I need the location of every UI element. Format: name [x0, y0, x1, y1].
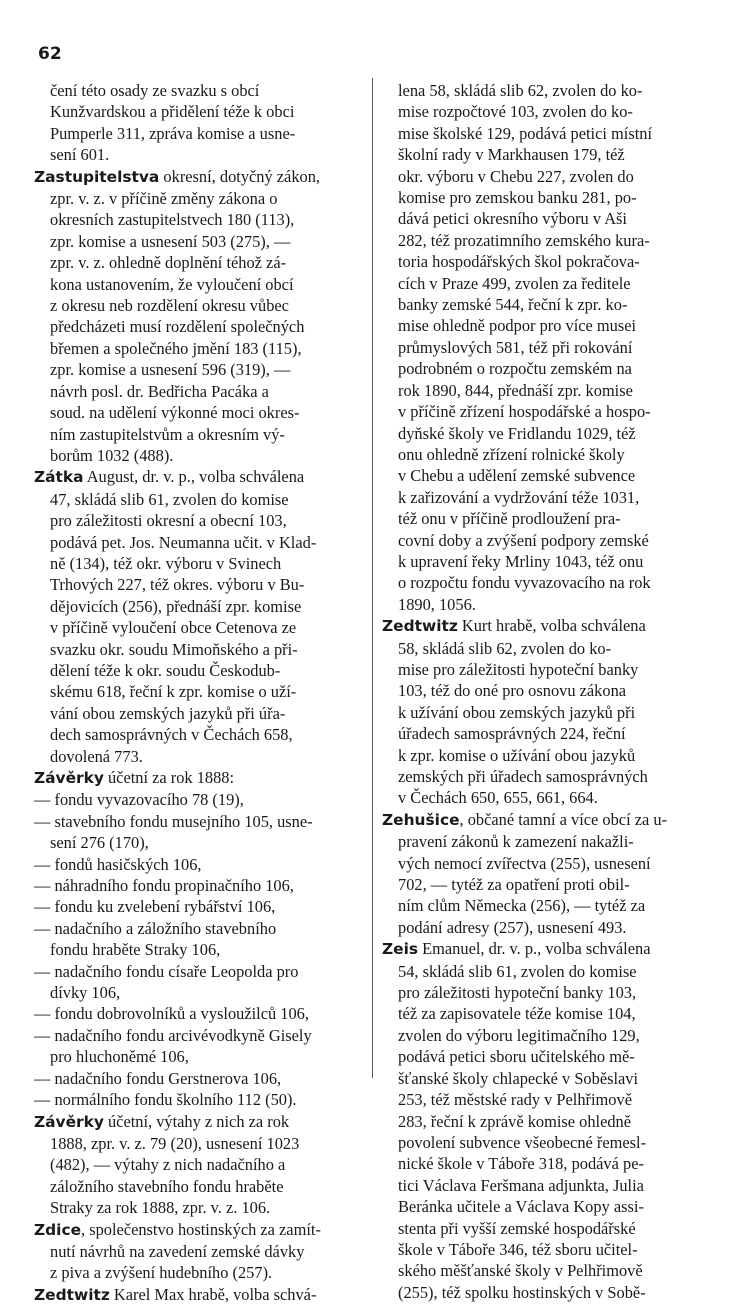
- entry-text: — nadačního fondu arcivévodkyně Gisely: [34, 1025, 312, 1045]
- index-line: [34, 101, 374, 122]
- index-line: [34, 918, 374, 939]
- index-line: [382, 465, 712, 486]
- entry-text: zpr. v. z. v příčině změny zákona o: [50, 189, 278, 209]
- index-line: [382, 294, 712, 315]
- entry-text: břemen a společného jmění 183 (115),: [50, 338, 302, 358]
- index-line: [382, 874, 712, 895]
- index-line: [382, 917, 712, 938]
- entry-text: mise ohledně podpor pro více musei: [398, 316, 637, 336]
- entry-text: Kunžvardskou a přidělení téže k obci: [50, 102, 295, 122]
- index-line: [34, 596, 374, 617]
- entry-text: zpr. v. z. ohledně doplnění téhož zá-: [50, 253, 287, 273]
- entry-text: podává petici sboru učitelského mě-: [398, 1047, 635, 1067]
- entry-text: — stavebního fondu musejního 105, usne-: [34, 811, 313, 831]
- entry-text: podání adresy (257), usnesení 493.: [398, 917, 627, 937]
- index-line: [382, 809, 712, 831]
- entry-text: — nadačního a záložního stavebního: [34, 918, 277, 938]
- index-line: [382, 723, 712, 744]
- entry-text: — fondu vyvazovacího 78 (19),: [34, 790, 244, 810]
- index-line: [382, 1132, 712, 1153]
- index-line: [34, 424, 374, 445]
- index-line: [382, 144, 712, 165]
- index-line: [34, 274, 374, 295]
- entry-text: podává pet. Jos. Neumanna učit. v Klad-: [50, 532, 317, 552]
- index-line: [34, 402, 374, 423]
- index-line: [34, 703, 374, 724]
- index-line: [382, 1260, 712, 1281]
- entry-text: též onu v příčině prodloužení pra-: [398, 509, 621, 529]
- entry-text: 103, též do oné pro osnovu zákona: [398, 681, 627, 701]
- index-line: [34, 338, 374, 359]
- entry-text: pro záležitosti okresní a obecní 103,: [50, 511, 287, 531]
- index-line: [34, 466, 374, 488]
- entry-text: zpr. komise a usnesení 596 (319), —: [50, 360, 291, 380]
- index-line: [34, 1111, 374, 1133]
- entry-headword: Zdice: [34, 1220, 82, 1239]
- index-line: [34, 1197, 374, 1218]
- entry-text: okresních zastupitelstvech 180 (113),: [50, 210, 295, 230]
- entry-headword: Zedtwitz: [382, 617, 458, 636]
- entry-text: Beránka učitele a Václava Kopy assi-: [398, 1197, 644, 1217]
- entry-text: z piva a zvýšení hudebního (257).: [50, 1263, 273, 1283]
- index-line: [34, 832, 374, 853]
- index-line: [34, 767, 374, 789]
- index-line: [34, 1176, 374, 1197]
- entry-text: 54, skládá slib 61, zvolen do komise: [398, 961, 637, 981]
- index-line: [34, 1219, 374, 1241]
- entry-text: borům 1032 (488).: [50, 445, 174, 465]
- index-line: [34, 295, 374, 316]
- index-column-right: [382, 80, 712, 1303]
- index-line: [34, 724, 374, 745]
- index-line: [34, 1089, 374, 1110]
- index-line: [34, 961, 374, 982]
- entry-text: skému 618, řeční k zpr. komise o uží-: [50, 682, 297, 702]
- entry-text: banky zemské 544, řeční k zpr. ko-: [398, 295, 628, 315]
- index-line: [34, 681, 374, 702]
- index-line: [34, 532, 374, 553]
- entry-text: k upravení řeky Mrliny 1043, též onu: [398, 551, 644, 571]
- entry-text: školní rady v Markhausen 179, též: [398, 145, 625, 165]
- index-line: [382, 1218, 712, 1239]
- index-line: [34, 982, 374, 1003]
- index-line: [382, 1111, 712, 1132]
- entry-text: , společenstvo hostinských za zamít-: [81, 1219, 321, 1239]
- entry-text: průmyslových 581, též při rokování: [398, 337, 633, 357]
- index-line: [382, 166, 712, 187]
- index-line: [382, 938, 712, 960]
- entry-text: okr. výboru v Chebu 227, zvolen do: [398, 166, 634, 186]
- index-line: [34, 510, 374, 531]
- index-line: [382, 444, 712, 465]
- entry-text: — fondu ku zvelebení rybářství 106,: [34, 897, 276, 917]
- entry-text: o rozpočtu fondu vyvazovacího na rok: [398, 573, 651, 593]
- entry-text: 1888, zpr. v. z. 79 (20), usnesení 1023: [50, 1133, 300, 1153]
- entry-text: návrh posl. dr. Bedřicha Pacáka a: [50, 381, 269, 401]
- entry-text: ním zastupitelstvům a okresním vý-: [50, 424, 285, 444]
- index-line: [382, 80, 712, 101]
- index-line: [34, 1003, 374, 1024]
- index-line: [34, 553, 374, 574]
- index-line: [34, 1133, 374, 1154]
- column-divider: [372, 78, 373, 1078]
- entry-text: mise školské 129, podává petici místní: [398, 123, 653, 143]
- index-line: [382, 101, 712, 122]
- entry-text: dyňské školy ve Fridlandu 1029, též: [398, 423, 636, 443]
- entry-text: , občané tamní a více obcí za u-: [459, 809, 668, 829]
- entry-text: sení 276 (170),: [50, 833, 149, 853]
- entry-text: onu ohledně zřízení rolnické školy: [398, 444, 625, 464]
- entry-text: Pumperle 311, zpráva komise a usne-: [50, 123, 296, 143]
- entry-text: k užívání obou zemských jazyků při: [398, 702, 636, 722]
- entry-text: — normálního fondu školního 112 (50).: [34, 1090, 297, 1110]
- entry-text: fondu hraběte Straky 106,: [50, 940, 221, 960]
- index-column-left: [34, 80, 374, 1306]
- index-line: [382, 530, 712, 551]
- index-line: [382, 615, 712, 637]
- entry-text: v příčině vyloučení obce Cetenova ze: [50, 618, 297, 638]
- entry-text: — fondů hasičských 106,: [34, 854, 202, 874]
- index-line: [34, 746, 374, 767]
- index-line: [382, 423, 712, 444]
- entry-text: Trhových 227, též okres. výboru v Bu-: [50, 575, 305, 595]
- index-line: [34, 1284, 374, 1306]
- entry-text: podrobném o rozpočtu zemském na: [398, 359, 632, 379]
- index-line: [382, 982, 712, 1003]
- entry-text: Straky za rok 1888, zpr. v. z. 106.: [50, 1198, 271, 1218]
- index-line: [382, 1025, 712, 1046]
- entry-text: mise pro záležitosti hypoteční banky: [398, 659, 639, 679]
- index-line: [382, 487, 712, 508]
- index-line: [382, 787, 712, 808]
- index-line: [34, 660, 374, 681]
- index-line: [34, 639, 374, 660]
- entry-text: záložního stavebního fondu hraběte: [50, 1176, 284, 1196]
- entry-text: stenta při vyšší zemské hospodářské: [398, 1218, 636, 1238]
- index-line: [382, 1068, 712, 1089]
- entry-text: — nadačního fondu císaře Leopolda pro: [34, 961, 299, 981]
- entry-text: ním clům Německa (256), — tytéž za: [398, 896, 646, 916]
- index-line: [34, 188, 374, 209]
- entry-headword: Zehušice: [382, 810, 460, 829]
- entry-text: August, dr. v. p., volba schválena: [83, 467, 305, 487]
- index-line: [382, 1239, 712, 1260]
- index-line: [34, 875, 374, 896]
- entry-text: pro hluchoněmé 106,: [50, 1047, 189, 1067]
- entry-headword: Zátka: [34, 468, 84, 487]
- entry-text: Karel Max hrabě, volba schvá-: [109, 1284, 317, 1304]
- index-line: [382, 961, 712, 982]
- index-line: [382, 315, 712, 336]
- index-line: [382, 380, 712, 401]
- index-line: [34, 166, 374, 188]
- index-line: [382, 895, 712, 916]
- index-line: [34, 445, 374, 466]
- entry-text: toria hospodářských škol pokračova-: [398, 252, 640, 272]
- entry-text: kona ustanovením, že vyloučení obcí: [50, 274, 294, 294]
- entry-text: úřadech samosprávných 224, řeční: [398, 724, 626, 744]
- index-line: [34, 252, 374, 273]
- entry-headword: Závěrky: [34, 1112, 104, 1131]
- entry-text: vání obou zemských jazyků při úřa-: [50, 703, 286, 723]
- entry-text: cích v Praze 499, zvolen za ředitele: [398, 273, 631, 293]
- entry-text: dějovicích (256), přednáší zpr. komise: [50, 596, 302, 616]
- entry-text: šťanské školy chlapecké v Soběslavi: [398, 1068, 639, 1088]
- index-line: [382, 1003, 712, 1024]
- index-line: [34, 381, 374, 402]
- index-line: [382, 594, 712, 615]
- entry-text: též za zapisovatele téže komise 104,: [398, 1004, 636, 1024]
- index-line: [382, 123, 712, 144]
- entry-text: svazku okr. soudu Mimoňského a při-: [50, 639, 298, 659]
- index-line: [34, 231, 374, 252]
- entry-text: (482), — výtahy z nich nadačního a: [50, 1155, 286, 1175]
- entry-text: k zpr. komise o užívání obou jazyků: [398, 745, 636, 765]
- index-line: [382, 358, 712, 379]
- entry-headword: Zeis: [382, 940, 419, 959]
- index-line: [34, 359, 374, 380]
- entry-text: pro záležitosti hypoteční banky 103,: [398, 983, 637, 1003]
- entry-text: 58, skládá slib 62, zvolen do ko-: [398, 638, 612, 658]
- index-line: [382, 508, 712, 529]
- entry-text: 1890, 1056.: [398, 594, 476, 614]
- entry-text: ského měšťanské školy v Pelhřimově: [398, 1261, 643, 1281]
- index-line: [382, 853, 712, 874]
- index-line: [34, 1025, 374, 1046]
- entry-text: mise rozpočtové 103, zvolen do ko-: [398, 102, 633, 122]
- entry-text: pravení zákonů k zamezení nakažli-: [398, 832, 634, 852]
- entry-text: 282, též prozatimního zemského kura-: [398, 230, 650, 250]
- index-line: [34, 1046, 374, 1067]
- index-line: [382, 1282, 712, 1303]
- entry-text: dovolená 773.: [50, 746, 143, 766]
- index-line: [382, 251, 712, 272]
- entry-headword: Zastupitelstva: [34, 167, 160, 186]
- entry-text: dává petici okresního výboru v Aši: [398, 209, 627, 229]
- index-line: [34, 574, 374, 595]
- index-line: [382, 659, 712, 680]
- index-line: [382, 745, 712, 766]
- index-line: [34, 789, 374, 810]
- index-line: [34, 80, 374, 101]
- entry-text: k zařizování a vydržování téže 1031,: [398, 487, 640, 507]
- entry-text: lena 58, skládá slib 62, zvolen do ko-: [398, 81, 643, 100]
- entry-text: covní doby a zvýšení podpory zemské: [398, 530, 649, 550]
- index-line: [382, 187, 712, 208]
- entry-headword: Zedtwitz: [34, 1285, 110, 1304]
- entry-text: Emanuel, dr. v. p., volba schválena: [418, 939, 651, 959]
- entry-text: dech samosprávných v Čechách 658,: [50, 725, 293, 745]
- entry-text: — fondu dobrovolníků a vysloužilců 106,: [34, 1004, 309, 1024]
- entry-text: rok 1890, 844, přednáší zpr. komise: [398, 380, 633, 400]
- index-line: [34, 811, 374, 832]
- index-line: [34, 144, 374, 165]
- entry-text: účetní za rok 1888:: [103, 768, 235, 787]
- index-line: [382, 401, 712, 422]
- index-line: [382, 1175, 712, 1196]
- entry-text: zemských při úřadech samosprávných: [398, 767, 648, 786]
- index-line: [382, 273, 712, 294]
- index-line: [34, 209, 374, 230]
- entry-text: v Čechách 650, 655, 661, 664.: [398, 788, 598, 808]
- entry-text: škole v Táboře 346, též sboru učitel-: [398, 1239, 638, 1259]
- entry-text: z okresu neb rozdělení okresu vůbec: [50, 296, 289, 316]
- entry-text: ně (134), též okr. výboru v Svinech: [50, 553, 282, 573]
- index-line: [382, 1153, 712, 1174]
- entry-text: v Chebu a udělení zemské subvence: [398, 466, 636, 486]
- index-line: [34, 1154, 374, 1175]
- entry-text: účetní, výtahy z nich za rok: [103, 1111, 290, 1131]
- entry-text: soud. na udělení výkonné moci okres-: [50, 403, 300, 423]
- entry-text: dělení téže k okr. soudu Českodub-: [50, 660, 281, 680]
- index-line: [382, 638, 712, 659]
- index-line: [34, 1068, 374, 1089]
- entry-text: — náhradního fondu propinačního 106,: [34, 876, 294, 896]
- entry-text: 253, též městské rady v Pelhřimově: [398, 1090, 632, 1110]
- index-line: [34, 316, 374, 337]
- index-line: [382, 551, 712, 572]
- entry-text: nutí návrhů na zavedení zemské dávky: [50, 1241, 305, 1261]
- index-line: [382, 230, 712, 251]
- index-line: [382, 680, 712, 701]
- index-line: [34, 1241, 374, 1262]
- index-line: [382, 831, 712, 852]
- index-line: [382, 1046, 712, 1067]
- index-line: [34, 1262, 374, 1283]
- index-line: [382, 1089, 712, 1110]
- entry-text: povolení subvence všeobecné řemesl-: [398, 1132, 647, 1152]
- entry-text: v příčině zřízení hospodářské a hospo-: [398, 402, 651, 422]
- entry-text: 702, — tytéž za opatření proti obil-: [398, 875, 630, 895]
- index-line: [34, 489, 374, 510]
- entry-text: nické škole v Táboře 318, podává pe-: [398, 1154, 644, 1174]
- entry-text: komise pro zemskou banku 281, po-: [398, 188, 637, 208]
- index-line: [382, 1196, 712, 1217]
- page-number: 62: [38, 44, 62, 64]
- index-line: [34, 896, 374, 917]
- index-line: [382, 572, 712, 593]
- entry-text: dívky 106,: [50, 983, 121, 1003]
- index-line: [382, 702, 712, 723]
- entry-text: předcházeti musí rozdělení společných: [50, 317, 305, 337]
- entry-headword: Závěrky: [34, 769, 104, 787]
- entry-text: čení této osady ze svazku s obcí: [50, 81, 260, 100]
- entry-text: tici Václava Feršmana adjunkta, Julia: [398, 1175, 644, 1195]
- entry-text: zvolen do výboru legitimačního 129,: [398, 1025, 640, 1045]
- entry-text: — nadačního fondu Gerstnerova 106,: [34, 1068, 282, 1088]
- entry-text: Kurt hrabě, volba schválena: [457, 616, 646, 636]
- index-line: [34, 854, 374, 875]
- entry-text: zpr. komise a usnesení 503 (275), —: [50, 231, 291, 251]
- index-line: [382, 337, 712, 358]
- index-line: [34, 617, 374, 638]
- entry-text: 47, skládá slib 61, zvolen do komise: [50, 489, 289, 509]
- entry-text: okresní, dotyčný zákon,: [159, 166, 321, 186]
- index-line: [382, 766, 712, 787]
- entry-text: vých nemocí zvířectva (255), usnesení: [398, 853, 651, 873]
- index-line: [34, 939, 374, 960]
- index-line: [34, 123, 374, 144]
- index-line: [382, 208, 712, 229]
- entry-text: sení 601.: [50, 145, 110, 165]
- entry-text: (255), též spolku hostinských v Sobě-: [398, 1282, 646, 1302]
- entry-text: 283, řeční k zprávě komise ohledně: [398, 1111, 632, 1131]
